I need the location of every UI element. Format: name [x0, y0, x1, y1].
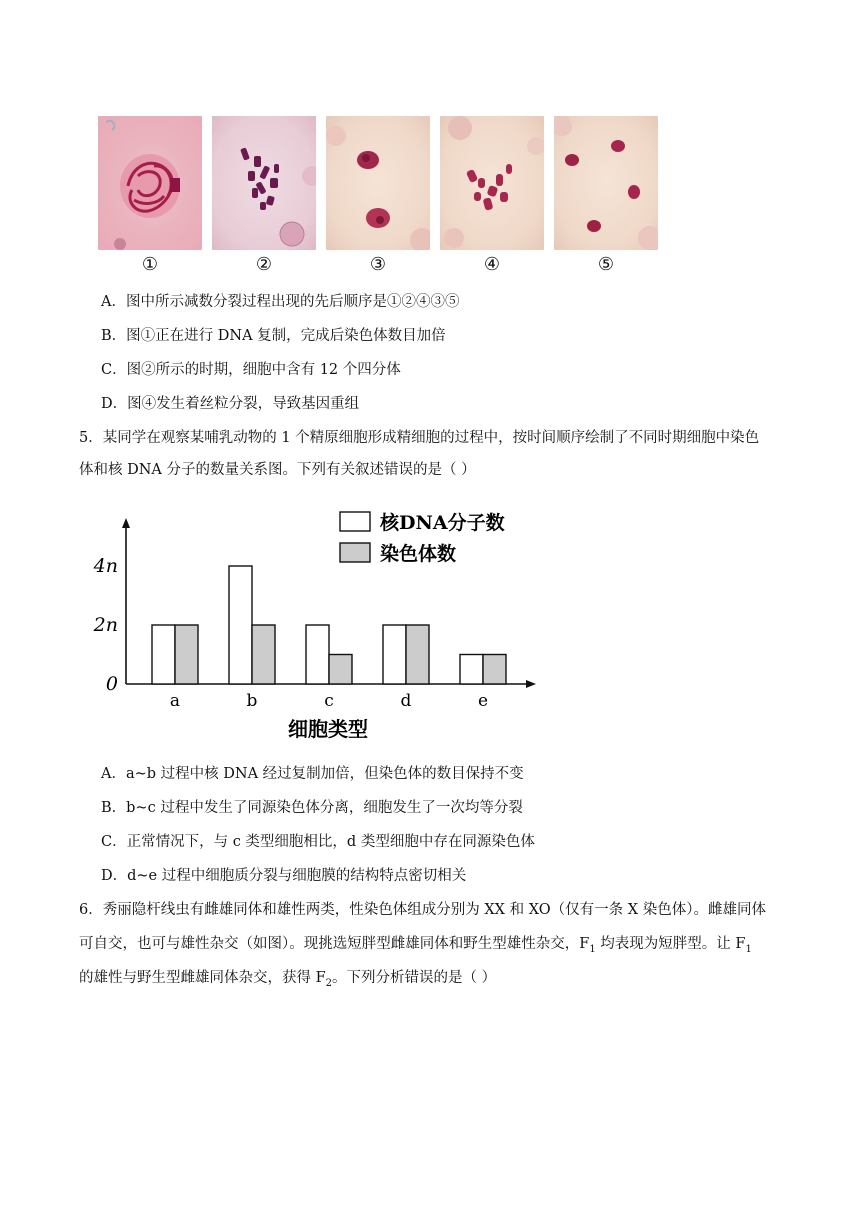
y-tick-label-2: 4n: [93, 555, 118, 577]
micrograph-label-2: ②: [255, 254, 273, 275]
q5-option-a: A．a~b 过程中核 DNA 经过复制加倍，但染色体的数目保持不变: [101, 766, 524, 782]
micrograph-3: [326, 116, 430, 250]
q5-stem-line-1: 5．某同学在观察某哺乳动物的 1 个精原细胞形成精细胞的过程中，按时间顺序绘制了不同时期细胞中染色: [79, 430, 760, 446]
x-tick-label-d: d: [400, 691, 412, 711]
micrograph-5: [554, 116, 658, 250]
micrograph-label-4: ④: [483, 254, 501, 275]
x-tick-label-c: c: [324, 691, 334, 711]
bar-e-series-1: [483, 655, 506, 685]
bar-e-series-0: [460, 655, 483, 685]
q5-option-c: C．正常情况下，与 c 类型细胞相比，d 类型细胞中存在同源染色体: [101, 834, 535, 850]
x-axis-arrow: [526, 680, 536, 688]
q6-line2-text-b: 均表现为短胖型。让 F: [595, 936, 746, 952]
micrograph-1: [98, 116, 202, 250]
x-tick-label-a: a: [169, 691, 181, 711]
y-tick-label-1: 2n: [93, 614, 118, 636]
q4-option-b: B．图①正在进行 DNA 复制，完成后染色体数目加倍: [101, 328, 446, 344]
x-tick-label-e: e: [477, 691, 489, 711]
q4-option-d: D．图④发生着丝粒分裂，导致基因重组: [101, 396, 360, 412]
q6-stem-line-1: 6．秀丽隐杆线虫有雌雄同体和雄性两类，性染色体组成分别为 XX 和 XO（仅有一条 X 染色体）。雌雄同体: [79, 902, 766, 918]
bar-b-series-0: [229, 566, 252, 684]
q4-option-c: C．图②所示的时期，细胞中含有 12 个四分体: [101, 362, 401, 378]
micrograph-label-1: ①: [141, 254, 159, 275]
x-axis-title: 细胞类型: [288, 717, 368, 741]
micrograph-4: [440, 116, 544, 250]
micrograph-label-5: ⑤: [597, 254, 615, 275]
bar-d-series-0: [383, 625, 406, 684]
q5-stem-line-2: 体和核 DNA 分子的数量关系图。下列有关叙述错误的是（ ）: [79, 462, 476, 478]
q6-line3-text-a: 的雄性与野生型雌雄同体杂交，获得 F: [79, 970, 326, 986]
micrograph-label-3: ③: [369, 254, 387, 275]
bar-d-series-1: [406, 625, 429, 684]
legend-swatch-1: [340, 543, 370, 562]
legend-swatch-0: [340, 512, 370, 531]
q6-line2-sub-1: 1: [589, 943, 596, 955]
q5-option-d: D．d~e 过程中细胞质分裂与细胞膜的结构特点密切相关: [101, 868, 467, 884]
y-tick-label-0: 0: [105, 673, 118, 695]
q5-option-b: B．b~c 过程中发生了同源染色体分离，细胞发生了一次均等分裂: [101, 800, 523, 816]
q6-stem-line-2: [79, 934, 752, 960]
bar-c-series-1: [329, 655, 352, 685]
bar-a-series-0: [152, 625, 175, 684]
q6-line3-text-b: 。下列分析错误的是（ ）: [332, 970, 497, 986]
q6-line2-text-a: 可自交，也可与雄性杂交（如图）。现挑选短胖型雌雄同体和野生型雄性杂交，F: [79, 936, 590, 952]
meiosis-micrograph-panel: [96, 116, 666, 280]
q6-stem-line-3: [79, 968, 496, 994]
legend-label-1: 染色体数: [380, 543, 457, 565]
bar-c-series-0: [306, 625, 329, 684]
q4-option-a: A．图中所示减数分裂过程出现的先后顺序是①②④③⑤: [101, 294, 460, 310]
dna-chromosome-bar-chart: [90, 500, 550, 750]
x-tick-label-b: b: [246, 691, 258, 711]
y-axis-arrow: [122, 518, 130, 528]
micrograph-2: [212, 116, 316, 250]
q6-line2-sub-2: 1: [745, 943, 752, 955]
legend-label-0: 核DNA分子数: [380, 512, 505, 534]
bar-a-series-1: [175, 625, 198, 684]
bar-b-series-1: [252, 625, 275, 684]
q6-line3-sub: 2: [325, 977, 333, 989]
